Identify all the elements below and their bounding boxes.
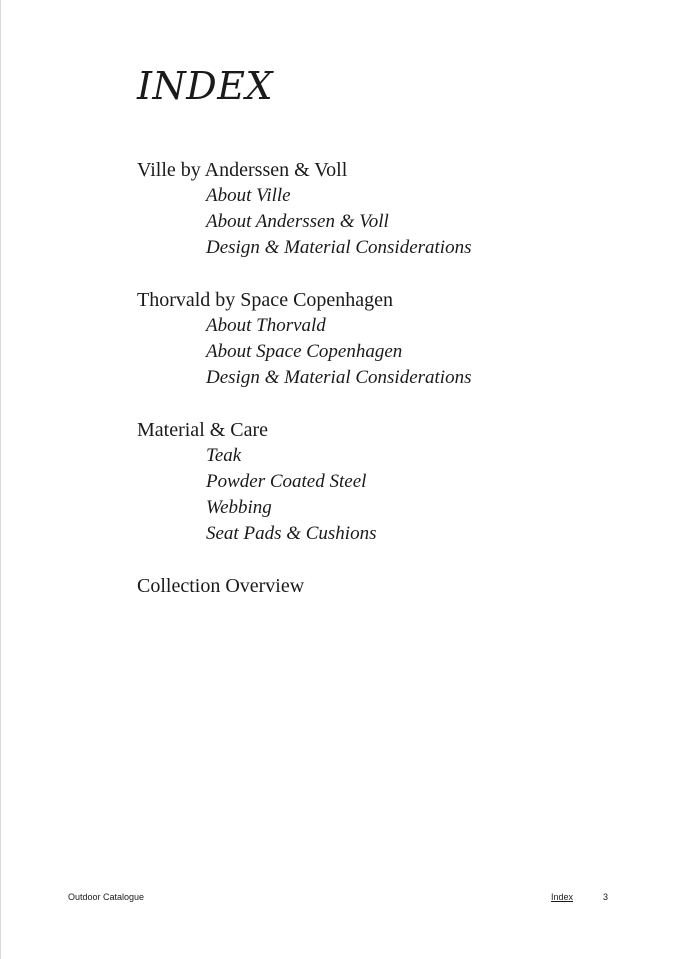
toc-section-title[interactable]: Ville by Anderssen & Voll	[137, 159, 348, 181]
toc-subsection-item[interactable]: Seat Pads & Cushions	[206, 523, 377, 544]
toc-subsection-item[interactable]: Design & Material Considerations	[206, 367, 472, 388]
toc-subsection-list	[137, 443, 617, 547]
toc-section-collection-overview	[137, 573, 617, 599]
toc-subsection-item[interactable]: Design & Material Considerations	[206, 237, 472, 258]
page-edge-divider	[0, 0, 1, 959]
toc-section-title[interactable]: Thorvald by Space Copenhagen	[137, 289, 394, 311]
toc-section-title[interactable]: Material & Care	[137, 419, 269, 441]
toc-section-thorvald	[137, 287, 617, 391]
toc-subsection-item[interactable]: About Anderssen & Voll	[206, 211, 389, 232]
table-of-contents	[137, 157, 617, 625]
toc-subsection-item[interactable]: Webbing	[206, 497, 272, 518]
toc-subsection-item[interactable]: About Ville	[206, 185, 291, 206]
page-footer	[0, 891, 678, 905]
toc-section-material-care	[137, 417, 617, 547]
toc-section-title[interactable]: Collection Overview	[137, 575, 305, 597]
toc-subsection-item[interactable]: Teak	[206, 445, 242, 466]
footer-page-number: 3	[603, 892, 609, 902]
toc-subsection-item[interactable]: About Space Copenhagen	[206, 341, 403, 362]
toc-subsection-item[interactable]: Powder Coated Steel	[206, 471, 367, 492]
toc-subsection-item[interactable]: About Thorvald	[206, 315, 326, 336]
footer-document-name: Outdoor Catalogue	[68, 892, 145, 902]
toc-section-ville	[137, 157, 617, 261]
page-title: INDEX	[137, 64, 274, 108]
toc-subsection-list	[137, 313, 617, 391]
footer-section-link[interactable]: Index	[551, 892, 574, 902]
toc-subsection-list	[137, 183, 617, 261]
